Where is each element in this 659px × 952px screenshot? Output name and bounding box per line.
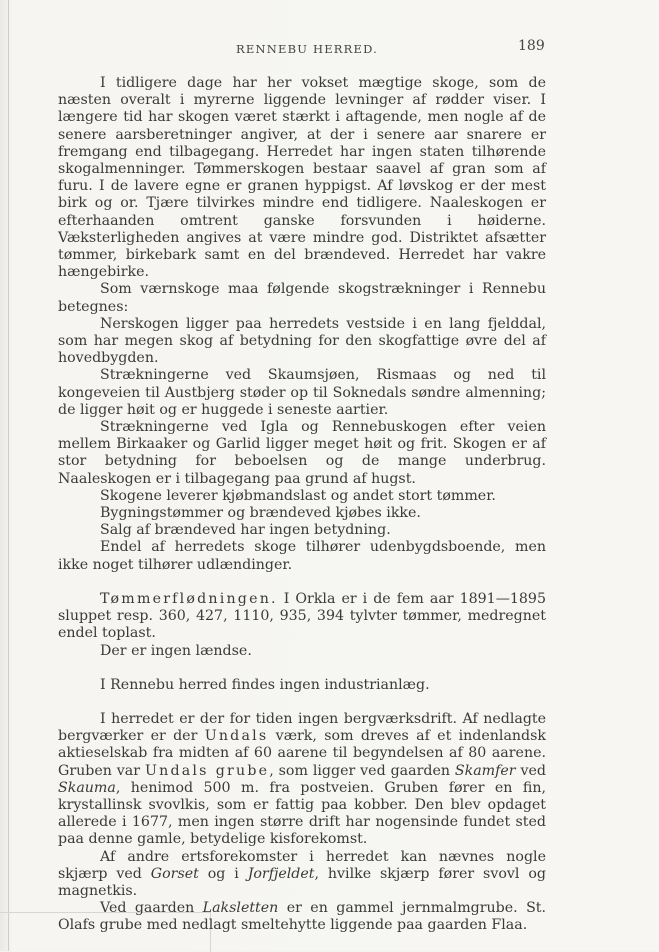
iron-text-1: Ved gaarden <box>100 900 203 917</box>
paragraph-firewood: Salg af brændeved har ingen betydning. <box>100 522 391 539</box>
ore-text-2: og i <box>198 865 248 882</box>
mining-skamfer: Skamfer <box>454 762 516 779</box>
mining-text-3: , som ligger ved gaarden <box>269 762 455 779</box>
ore-jorfjeldet: Jorfjeldet <box>247 865 315 882</box>
page-header <box>0 38 659 60</box>
paragraph-ownership: Endel af herredets skoge tilhører udenbygdsboende, men ikke noget tilhører udlændinger. <box>58 539 546 573</box>
iron-laksletten: Laksletten <box>202 900 279 917</box>
iron-text-2: er en gammel jernmalmgrube. St. Olafs grube med nedlagt smeltehytte liggende paa gaarden Flaa. <box>58 900 546 934</box>
paragraph-mining <box>58 711 546 849</box>
body-text <box>58 75 546 935</box>
mining-text-5: , henimod 500 m. fra postveien. Gruben fører en fin, krystallinsk svovlkis, som er fattig paa kobber. Den blev opdaget allerede i 1677, men ingen større drift har nogensinde fundet sted paa denne gamle, betydelige kisforekomst. <box>58 779 546 848</box>
mining-text-1: I herredet er der for tiden ingen bergværksdrift. Af nedlagte bergværker er der <box>58 710 546 745</box>
mining-undals-grube: Undals grube <box>144 762 270 779</box>
paragraph-igla: Strækningerne ved Igla og Rennebuskogen efter veien mellem Birkaaker og Garlid ligger meget høit og frit. Skogen er af stor betydning for beboelsen og de mange underbrug. Naaleskogen er i tilbagegang paa grund af hugst. <box>58 419 546 487</box>
mining-undals: Undals <box>204 728 269 745</box>
running-head: RENNEBU HERRED. <box>236 42 378 56</box>
paragraph-industry: I Rennebu herred findes ingen industrianlæg. <box>100 676 430 693</box>
ore-text-3: , hvilke skjærp fører svovl og magnetkis. <box>58 865 546 899</box>
binding-edge <box>8 0 9 951</box>
page-number: 189 <box>518 38 545 54</box>
paragraph-forest-history: I tidligere dage har her vokset mægtige skoge, som de næsten overalt i myrerne liggende levninger af rødder viser. I længere tid har skogen været stærkt i aftagende, men nogle af de senere aarsberetninger angiver, at der i senere aar snarere er fremgang end tilbagegang. Herredet har ingen staten tilhørende skogalmenninger. Tømmerskogen bestaar saavel af gran som af furu. I de lavere egne er granen hyppigst. Af løvskog er der mest birk og or. Tjære tilvirkes mindre end tidligere. Naaleskogen er efterhaanden omtrent ganske forsvunden i høiderne. Væksterligheden angives at være mindre god. Distriktet afsætter tømmer, birkebark samt en del brændeved. Herredet har vakre hængebirke. <box>58 75 546 281</box>
paragraph-nerskogen: Nerskogen ligger paa herredets vestside i en lang fjelddal, som har megen skog af betydning for den skogfattige øvre del af hovedbygden. <box>58 315 546 367</box>
timber-floating-heading: Tømmerflødningen. <box>100 590 278 607</box>
paragraph-building-timber: Bygningstømmer og brændeved kjøbes ikke. <box>100 505 421 522</box>
ore-gorset: Gorset <box>150 865 199 882</box>
mining-text-4: ved <box>515 762 546 779</box>
paragraph-ore-deposits <box>58 849 546 901</box>
mining-skauma: Skauma <box>58 779 116 796</box>
timber-floating-text: I Orkla er i de fem aar 1891—1895 sluppet resp. 360, 427, 1110, 935, 394 tylvter tømmer, medregnet endel toplast. <box>58 590 546 642</box>
paragraph-protection-forests: Som værnskoge maa følgende skogstrækninger i Rennebu betegnes: <box>58 281 546 315</box>
mining-text-2: værk, som dreves af et indenlandsk aktieselskab fra midten af 60 aarene til begyndelsen af 80 aarene. Gruben var <box>58 728 546 779</box>
paragraph-timber-floating <box>58 591 546 643</box>
paragraph-skaumsjoen: Strækningerne ved Skaumsjøen, Rismaas og ned til kongeveien til Austbjerg støder op til Soknedals søndre almenning; de ligger høit og er huggede i seneste aartier. <box>58 367 546 418</box>
ore-text-1: Af andre ertsforekomster i herredet kan nævnes nogle skjærp ved <box>58 848 546 882</box>
paragraph-merchant-timber: Skogene leverer kjøbmandslast og andet stort tømmer. <box>100 487 496 504</box>
paragraph-no-boom: Der er ingen lændse. <box>100 642 252 659</box>
paragraph-iron-mine <box>58 900 546 934</box>
